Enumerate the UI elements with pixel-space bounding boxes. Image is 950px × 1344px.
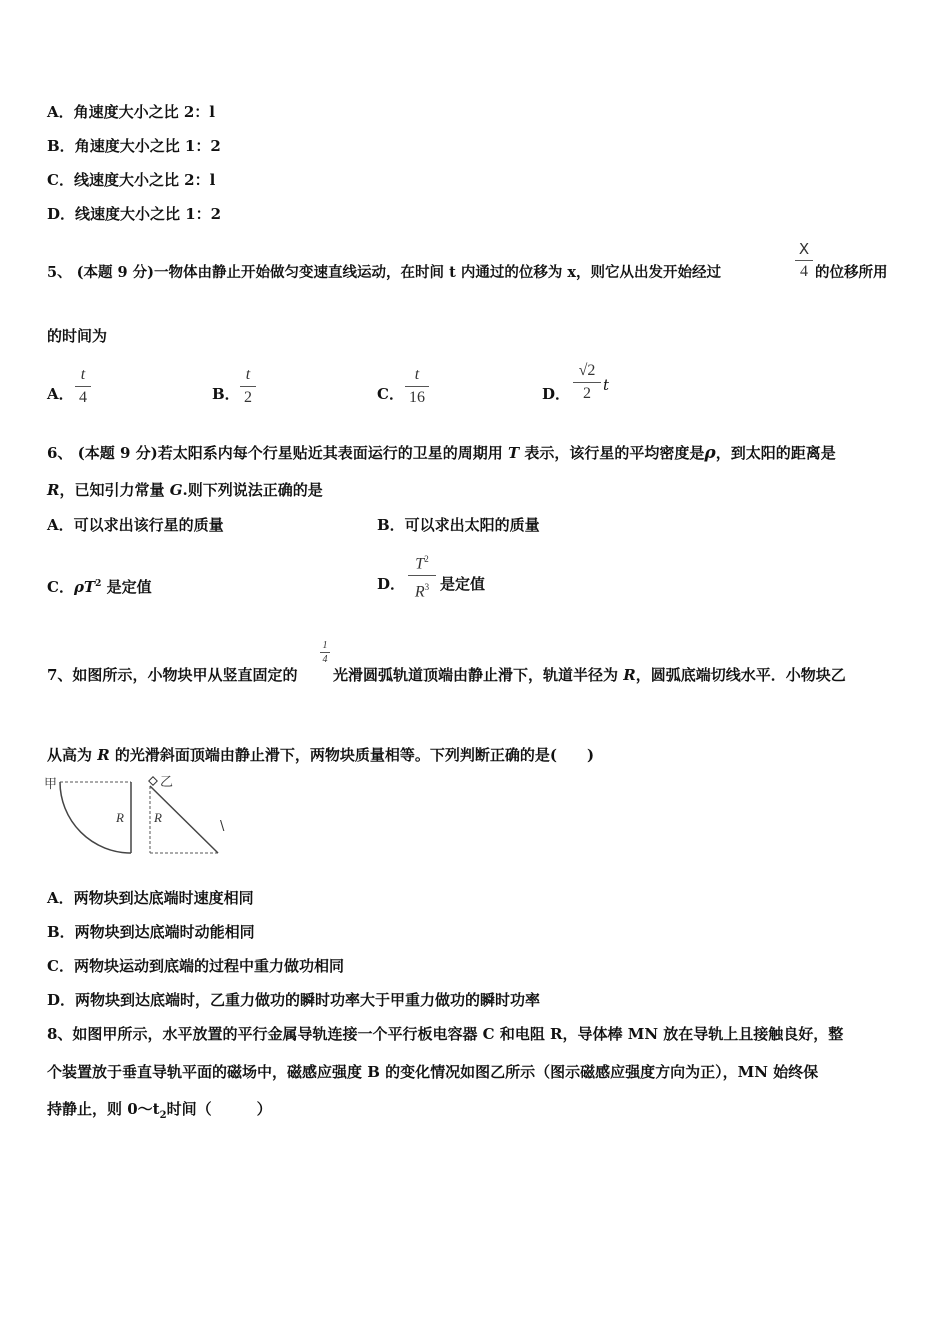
q6-option-b: B．可以求出太阳的质量 xyxy=(377,516,540,534)
q5-option-b-label: B． xyxy=(212,385,240,403)
q7-option-d: D．两物块到达底端时，乙重力做功的瞬时功率大于甲重力做功的瞬时功率 xyxy=(47,991,541,1009)
block-yi xyxy=(149,777,157,785)
fig-mark: \ xyxy=(220,819,225,834)
q7-fraction-quarter: 1 4 xyxy=(320,640,330,665)
q7-stem-line1-a: 7、如图所示，小物块甲从竖直固定的 xyxy=(47,666,298,684)
q6-option-c: C．$\rho T^2$ 是定值 xyxy=(47,578,152,596)
q5-option-c-label: C． xyxy=(377,385,404,403)
q7-stem-line1-b: 光滑圆弧轨道顶端由静止滑下，轨道半径为 R，圆弧底端切线水平．小物块乙 xyxy=(333,666,846,684)
q6-stem-line2: R，已知引力常量 G.则下列说法正确的是 xyxy=(47,481,323,499)
fig-label-r2: R xyxy=(154,810,162,825)
q5-option-c-fraction: t 16 xyxy=(405,366,429,407)
q4-option-b: B．角速度大小之比 1：2 xyxy=(47,137,221,155)
q7-figure xyxy=(40,772,240,862)
q5-stem-line2: 的时间为 xyxy=(47,327,108,345)
q7-option-b: B．两物块到达底端时动能相同 xyxy=(47,923,255,941)
q4-option-d: D．线速度大小之比 1：2 xyxy=(47,205,222,223)
q6-option-d-label: D． xyxy=(377,575,406,593)
fig-label-jia: 甲 xyxy=(44,777,58,792)
q6-option-a: A．可以求出该行星的质量 xyxy=(47,516,224,534)
q5-option-a-fraction: t 4 xyxy=(75,366,91,407)
q7-option-a: A．两物块到达底端时速度相同 xyxy=(47,889,254,907)
q7-stem-line2: 从高为 R 的光滑斜面顶端由静止滑下，两物块质量相等。下列判断正确的是( ) xyxy=(47,746,595,764)
q4-option-c: C．线速度大小之比 2：l xyxy=(47,171,216,189)
q6-option-d-fraction: $T^2$ $R^3$ xyxy=(408,550,436,602)
q5-option-d-tail: t xyxy=(603,376,610,394)
q5-option-d-fraction: √2 2 xyxy=(573,362,601,403)
fig-label-yi: 乙 xyxy=(160,775,174,790)
q6-stem-line1: 6、 (本题 9 分)若太阳系内每个行星贴近其表面运行的卫星的周期用 T 表示，该行星的平均密度是ρ，到太阳的距离是 xyxy=(47,443,836,463)
fig-label-r1: R xyxy=(116,810,124,825)
q8-stem-line3: 持静止，则 $0\sim t_2$时间（ ） xyxy=(47,1100,272,1121)
q5-option-b-fraction: t 2 xyxy=(240,366,256,407)
q6-option-d-text: 是定值 xyxy=(440,575,486,593)
q7-option-c: C．两物块运动到底端的过程中重力做功相同 xyxy=(47,957,344,975)
q5-stem-suffix: 的位移所用 xyxy=(815,264,888,281)
q5-option-a-label: A． xyxy=(47,385,74,403)
q5-stem-line1: 5、 (本题 9 分)一物体由静止开始做匀变速直线运动，在时间 t 内通过的位移为 x，则它从出发开始经过 xyxy=(47,264,722,281)
q4-option-a: A．角速度大小之比 2：l xyxy=(47,103,215,121)
q5-option-d-label: D． xyxy=(542,385,571,403)
q8-stem-line2: 个装置放于垂直导轨平面的磁场中，磁感应强度 B 的变化情况如图乙所示（图示磁感应强度方向为正），MN 始终保 xyxy=(47,1063,819,1081)
q5-fraction-x-over-4: X 4 xyxy=(795,240,813,281)
q8-stem-line1: 8、如图甲所示，水平放置的平行金属导轨连接一个平行板电容器 C 和电阻 R，导体棒 MN 放在导轨上且接触良好，整 xyxy=(47,1025,844,1043)
